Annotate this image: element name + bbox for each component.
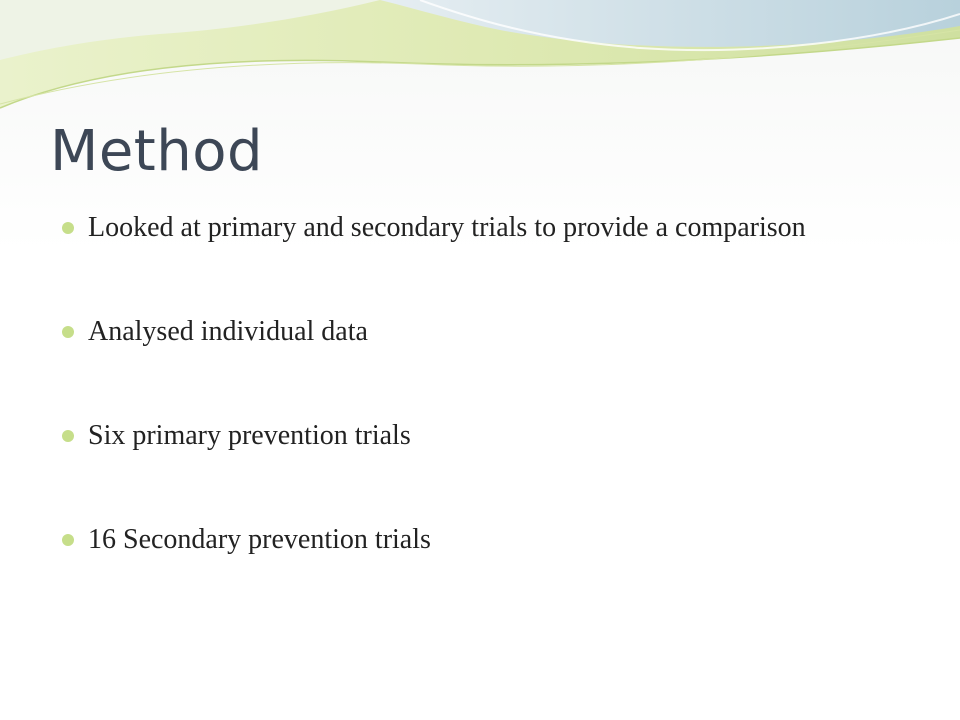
bullet-text: 16 Secondary prevention trials xyxy=(88,524,431,555)
bullet-text: Analysed individual data xyxy=(88,316,368,347)
bullet-item xyxy=(62,210,902,246)
bullet-item xyxy=(62,314,902,350)
bullet-item xyxy=(62,522,902,558)
bullet-item xyxy=(62,418,902,454)
bullet-marker-icon xyxy=(62,430,74,442)
bullet-marker-icon xyxy=(62,326,74,338)
bullet-marker-icon xyxy=(62,222,74,234)
slide-title: Method xyxy=(50,119,264,184)
bullet-marker-icon xyxy=(62,534,74,546)
bullet-list xyxy=(62,210,902,558)
header-decoration xyxy=(0,0,960,130)
bullet-text: Looked at primary and secondary trials to provide a comparison xyxy=(88,212,806,243)
bullet-text: Six primary prevention trials xyxy=(88,420,411,451)
